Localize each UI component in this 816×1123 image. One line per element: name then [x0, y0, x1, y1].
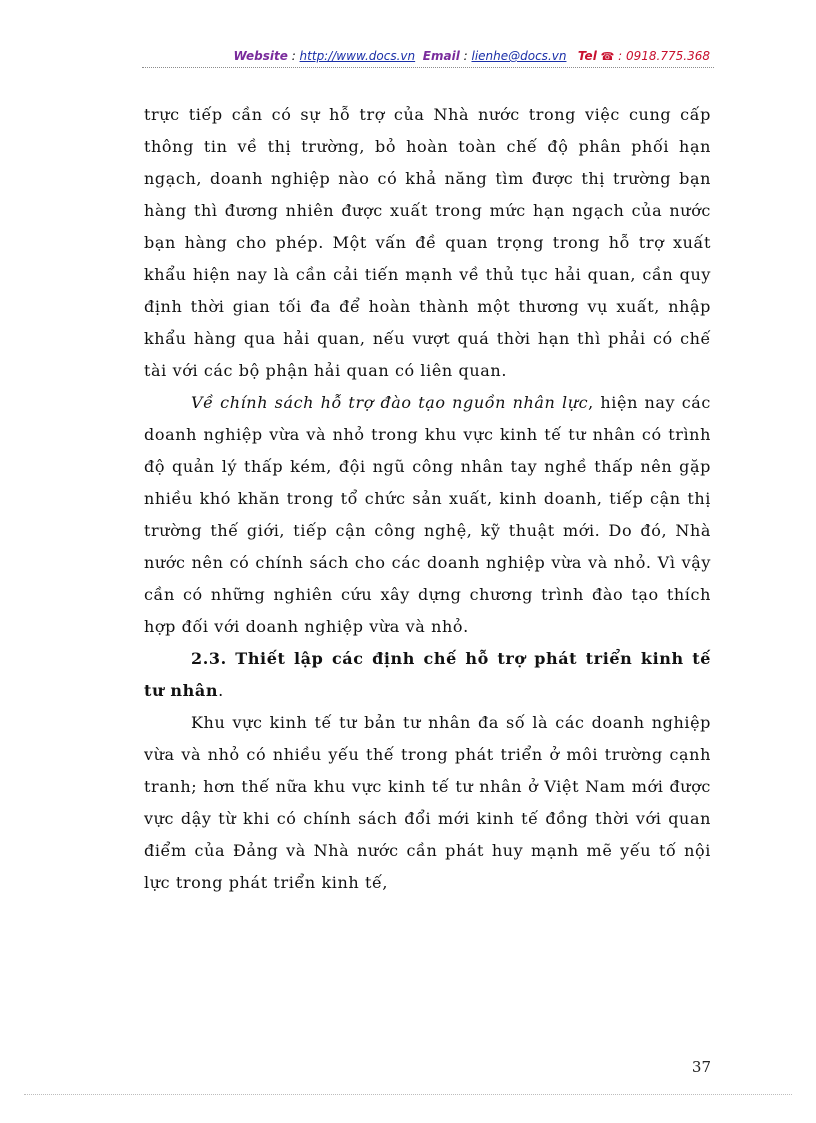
- email-link[interactable]: lienhe@docs.vn: [471, 49, 567, 63]
- section-heading-period: .: [218, 681, 224, 700]
- document-body: [144, 99, 711, 899]
- paragraph-private-sector: Khu vực kinh tế tư bản tư nhân đa số là các doanh nghiệp vừa và nhỏ có nhiều yếu thế trong phát triển ở môi trường cạnh tranh; hơn thế nữa khu vực kinh tế tư nhân ở Việt Nam mới được vực dậy từ khi có chính sách đổi mới kinh tế đồng thời với quan điểm của Đảng và Nhà nước cần phát huy mạnh mẽ yếu tố nội lực trong phát triển kinh tế,: [144, 713, 711, 892]
- website-separator: :: [287, 49, 300, 63]
- paragraph-training-policy: [144, 387, 711, 643]
- website-label: Website: [233, 49, 288, 63]
- page-header: [150, 48, 710, 65]
- section-heading: [144, 643, 711, 707]
- page-number: 37: [691, 1058, 711, 1076]
- footer-divider: [24, 1094, 792, 1095]
- phone-icon: ☎: [600, 50, 615, 63]
- paragraph-training-text: , hiện nay các doanh nghiệp vừa và nhỏ trong khu vực kinh tế tư nhân có trình độ quản lý thấp kém, đội ngũ công nhân tay nghề thấp nên gặp nhiều khó khăn trong tổ chức sản xuất, kinh doanh, tiếp cận thị trường thế giới, tiếp cận công nghệ, kỹ thuật mới. Do đó, Nhà nước nên có chính sách cho các doanh nghiệp vừa và nhỏ. Vì vậy cần có những nghiên cứu xây dựng chương trình đào tạo thích hợp đối với doanh nghiệp vừa và nhỏ.: [144, 393, 711, 636]
- phone-number: 0918.775.368: [626, 49, 710, 63]
- tel-separator: :: [614, 49, 627, 63]
- paragraph-continuation: trực tiếp cần có sự hỗ trợ của Nhà nước trong việc cung cấp thông tin về thị trường, bỏ hoàn toàn chế độ phân phối hạn ngạch, doanh nghiệp nào có khả năng tìm được thị trường bạn hàng thì đương nhiên được xuất trong mức hạn ngạch của nước bạn hàng cho phép. Một vấn đề quan trọng trong hỗ trợ xuất khẩu hiện nay là cần cải tiến mạnh về thủ tục hải quan, cần quy định thời gian tối đa để hoàn thành một thương vụ xuất, nhập khẩu hàng qua hải quan, nếu vượt quá thời hạn thì phải có chế tài với các bộ phận hải quan có liên quan.: [144, 105, 711, 380]
- email-separator: :: [459, 49, 472, 63]
- tel-label: Tel: [577, 49, 597, 63]
- section-heading-text: 2.3. Thiết lập các định chế hỗ trợ phát triển kinh tế tư nhân: [144, 649, 711, 700]
- email-label: Email: [422, 49, 460, 63]
- italic-topic-phrase: Về chính sách hỗ trợ đào tạo nguồn nhân lực: [191, 393, 589, 412]
- header-divider: [142, 67, 714, 68]
- website-link[interactable]: http://www.docs.vn: [299, 49, 416, 63]
